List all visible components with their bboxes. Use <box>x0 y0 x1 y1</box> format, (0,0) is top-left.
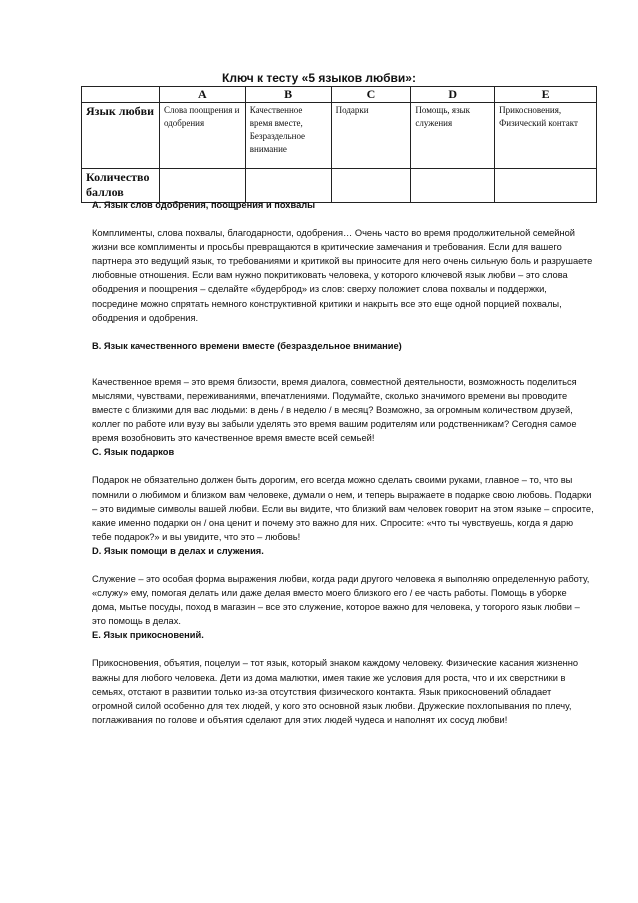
column-header-c: C <box>331 87 411 103</box>
row-label-score: Количество баллов <box>82 169 160 203</box>
section-d-body: Служение – это особая форма выражения любви, когда ради другого человека я выполняю определенную работу, «служу» ему, помогая делать или даже делая вместо моего близкого его / ее часть работы. Помощь в уборке дома, мытье посуды, поход в магазин – все это служение, которое важно для человека, у тогорого язык любви – это помощь в делах. <box>92 573 590 627</box>
document-title: Ключ к тесту «5 языков любви»: <box>222 71 416 85</box>
table-corner-cell <box>82 87 160 103</box>
cell-language-b: Качественное время вместе, Безраздельное внимание <box>245 103 331 169</box>
table-header-row <box>82 87 597 103</box>
section-a-heading: A. Язык слов одобрения, поощрения и похвалы <box>92 200 316 210</box>
section-b-heading: B. Язык качественного времени вместе (безраздельное внимание) <box>92 340 402 351</box>
cell-language-d: Помощь, язык служения <box>411 103 495 169</box>
section-c-heading: C. Язык подарков <box>92 447 175 458</box>
section-b-body: Качественное время – это время близости, время диалога, совместной деятельности, возможность поделиться мыслями, чувствами, переживаниями, впечатлениями. Подумайте, сколько значимого времени вы проводите вместе с близкими для вас людьми: в день / в неделю / в месяц? Возможно, за огромным количеством друзей, коллег по работе или вузу вы забыли уделять это время вашим родителям или родственникам? Сегодня самое время возобновить это качественное время вместе всей семьей! <box>92 376 577 444</box>
column-header-e: E <box>495 87 597 103</box>
column-header-d: D <box>411 87 495 103</box>
cell-language-a: Слова поощрения и одобрения <box>159 103 245 169</box>
table-row-language <box>82 103 597 169</box>
section-d-heading: D. Язык помощи в делах и служения. <box>92 545 264 556</box>
section-c-body: Подарок не обязательно должен быть дорогим, его всегда можно сделать своими руками, главное – то, что вы помнили о любимом и близком вам человеке, думали о нем, и теперь выражаете в подарке свою любовь. Подарки – это видимые символы вашей любви. Если вы видите, что близкий вам человек говорит на этом языке – спросите, какие именно подарки он / она ценит и почему это важно для них. Спросите: «что ты чувствуешь, когда я дарю тебе подарок?» и вы увидите, что это – любовь! <box>92 475 594 542</box>
cell-language-c: Подарки <box>331 103 411 169</box>
section-e-heading: E. Язык прикосновений. <box>92 630 204 641</box>
answer-key-table <box>81 86 597 203</box>
column-header-b: B <box>245 87 331 103</box>
section-a-body: Комплименты, слова похвалы, благодарности, одобрения… Очень часто во время продолжительной семейной жизни все комплименты и просьбы превращаются в критические замечания и требования. Если для вашего партнера это ведущий язык, то требованиями и критикой вы приносите для него очень сильную боль и разрушаете любовные отношения. Если вам нужно покритиковать человека, у которого ключевой язык любви – это слова ободрения и поощрения – сделайте «будерброд» из слов: сверху положиет слова похвалы и поддержки, посредине можно спрятать немного конструктивной критики и накрыть все это еще одной порцией похвалы, ободрения и одобрения. <box>92 228 593 323</box>
row-label-language: Язык любви <box>82 103 160 169</box>
document-body <box>92 198 594 727</box>
column-header-a: A <box>159 87 245 103</box>
cell-language-e: Прикосновения, Физический контакт <box>495 103 597 169</box>
section-e-body: Прикосновения, объятия, поцелуи – тот язык, который знаком каждому человеку. Физические касания жизненно важны для любого человека. Дети из дома малютки, имея такие же условия для роста, что и их сверстники в семьях, отстают в развитии только из-за отсутствия физического контакта. Язык прикосновений обладает огромной силой особенно для тех людей, у кого это основной язык любви. Дружеские похлопывания по плечу, поглаживания по голове и объятия сделают для этих людей чудеса и наполнят их сосуд любви! <box>92 658 579 725</box>
